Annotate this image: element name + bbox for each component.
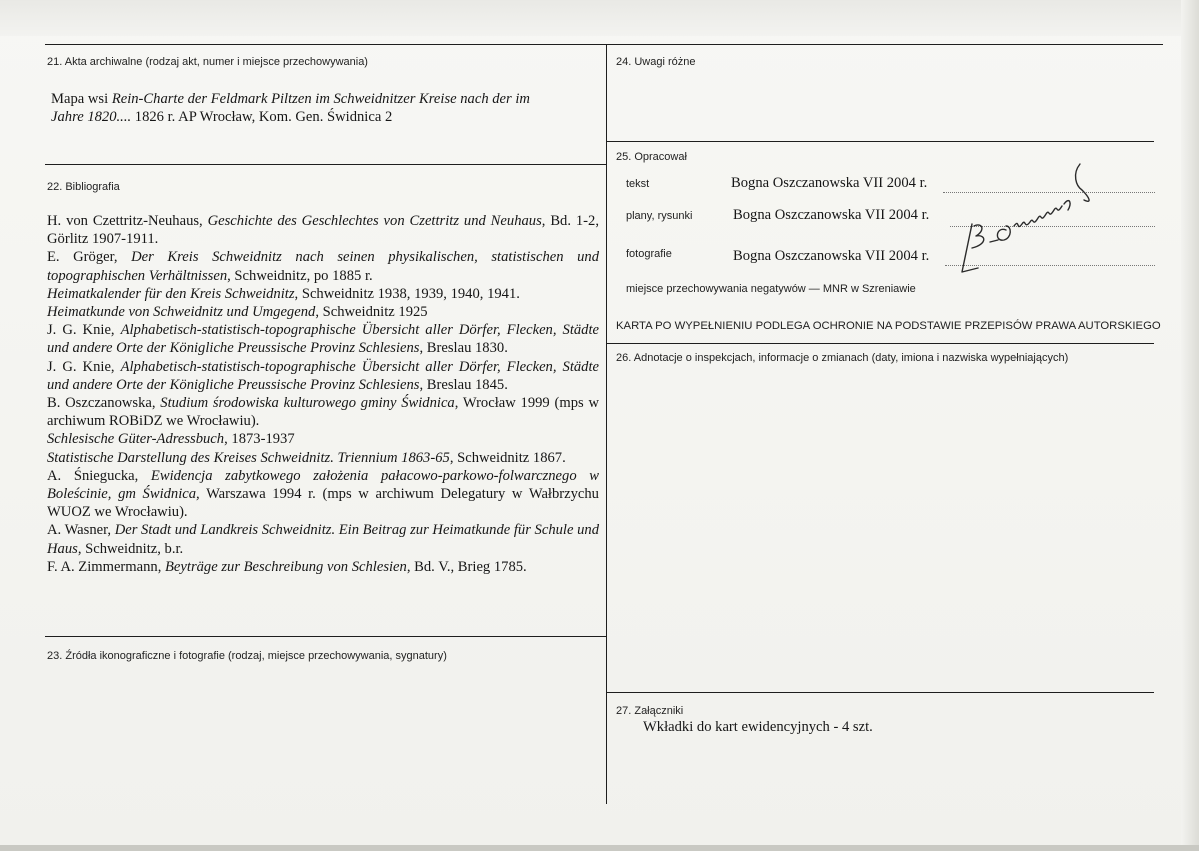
bibliography-entry: B. Oszczanowska, Studium środowiska kulturowego gminy Świdnica, Wrocław 1999 (mps w archiwum ROBiDZ we Wrocławiu). bbox=[47, 395, 599, 430]
author-row-plans-key: plany, rysunki bbox=[626, 210, 693, 222]
copyright-notice: KARTA PO WYPEŁNIENIU PODLEGA OCHRONIE NA PODSTAWIE PRZEPISÓW PRAWA AUTORSKIEGO bbox=[616, 320, 1161, 332]
bibliography-entry: J. G. Knie, Alphabetisch-statistisch-topographische Übersicht aller Dörfer, Flecken, Städte und andere Orte der Königliche Preussische Provinz Schlesiens, Breslau 1845. bbox=[47, 358, 599, 393]
bibliography-entry: Heimatkalender für den Kreis Schweidnitz, Schweidnitz 1938, 1939, 1940, 1941. bbox=[47, 285, 520, 302]
rule-26-27 bbox=[606, 692, 1154, 693]
bibliography-entry: F. A. Zimmermann, Beyträge zur Beschreibung von Schlesien, Bd. V., Brieg 1785. bbox=[47, 558, 527, 575]
section-22-label: 22. Bibliografia bbox=[47, 181, 120, 193]
section-21-text: Mapa wsi Rein-Charte der Feldmark Piltzen im Schweidnitzer Kreise nach der im Jahre 1820.... 1826 r. AP Wrocław, Kom. Gen. Świdnica 2 bbox=[51, 91, 530, 126]
author-row-plans-value: Bogna Oszczanowska VII 2004 r. bbox=[733, 207, 930, 223]
section-24-label: 24. Uwagi różne bbox=[616, 56, 696, 68]
author-row-text-key: tekst bbox=[626, 178, 650, 190]
signature-drawing bbox=[952, 160, 1112, 280]
negatives-location: miejsce przechowywania negatywów — MNR w Szreniawie bbox=[626, 283, 916, 295]
rule-24-25 bbox=[606, 141, 1154, 142]
author-row-text-value: Bogna Oszczanowska VII 2004 r. bbox=[731, 175, 928, 191]
scan-edge-bottom bbox=[0, 845, 1199, 851]
section-26-label: 26. Adnotacje o inspekcjach, informacje o zmianach (daty, imiona i nazwiska wypełniających) bbox=[616, 352, 1069, 364]
bibliography-entry: H. von Czettritz-Neuhaus, Geschichte des Geschlechtes von Czettritz und Neuhaus, Bd. 1-2, Görlitz 1907-1911. bbox=[47, 213, 599, 248]
rule-21-22 bbox=[45, 164, 606, 165]
bibliography-entry: A. Wasner, Der Stadt und Landkreis Schweidnitz. Ein Beitrag zur Heimatkunde für Schule und Haus, Schweidnitz, b.r. bbox=[47, 522, 600, 557]
bibliography-entry: Statistische Darstellung des Kreises Schweidnitz. Triennium 1863-65, Schweidnitz 1867. bbox=[47, 449, 566, 466]
section-23-label: 23. Źródła ikonograficzne i fotografie (rodzaj, miejsce przechowywania, sygnatury) bbox=[47, 650, 447, 662]
author-row-photos-key: fotografie bbox=[626, 248, 672, 260]
scan-edge-right bbox=[1181, 0, 1199, 851]
attachments-text: Wkładki do kart ewidencyjnych - 4 szt. bbox=[643, 719, 873, 735]
center-divider bbox=[606, 44, 607, 804]
section-25-label: 25. Opracował bbox=[616, 151, 687, 163]
bibliography-entry: J. G. Knie, Alphabetisch-statistisch-topographische Übersicht aller Dörfer, Flecken, Städte und andere Orte der Königliche Preussische Provinz Schlesiens, Breslau 1830. bbox=[47, 322, 599, 357]
section-27-label: 27. Załączniki bbox=[616, 705, 684, 717]
rule-25-26 bbox=[606, 343, 1154, 344]
bibliography-entry: A. Śniegucka, Ewidencja zabytkowego założenia pałacowo-parkowo-folwarcznego w Boleścinie, gm Świdnica, Warszawa 1994 r. (mps w archiwum Delegatury w Wałbrzychu WUOZ we Wrocławiu). bbox=[47, 467, 599, 521]
bibliography-entry: Schlesische Güter-Adressbuch, 1873-1937 bbox=[47, 431, 295, 448]
rule-22-23 bbox=[45, 636, 606, 637]
section-21-label: 21. Akta archiwalne (rodzaj akt, numer i miejsce przechowywania) bbox=[47, 56, 368, 68]
bibliography-list bbox=[47, 212, 599, 576]
scan-edge-top bbox=[0, 0, 1199, 36]
bibliography-entry: E. Gröger, Der Kreis Schweidnitz nach seinen physikalischen, statistischen und topographischen Verhältnissen, Schweidnitz, po 1885 r. bbox=[47, 249, 599, 284]
bibliography-entry: Heimatkunde von Schweidnitz und Umgegend, Schweidnitz 1925 bbox=[47, 304, 428, 321]
author-row-photos-value: Bogna Oszczanowska VII 2004 r. bbox=[733, 248, 930, 264]
top-rule bbox=[45, 44, 1163, 45]
